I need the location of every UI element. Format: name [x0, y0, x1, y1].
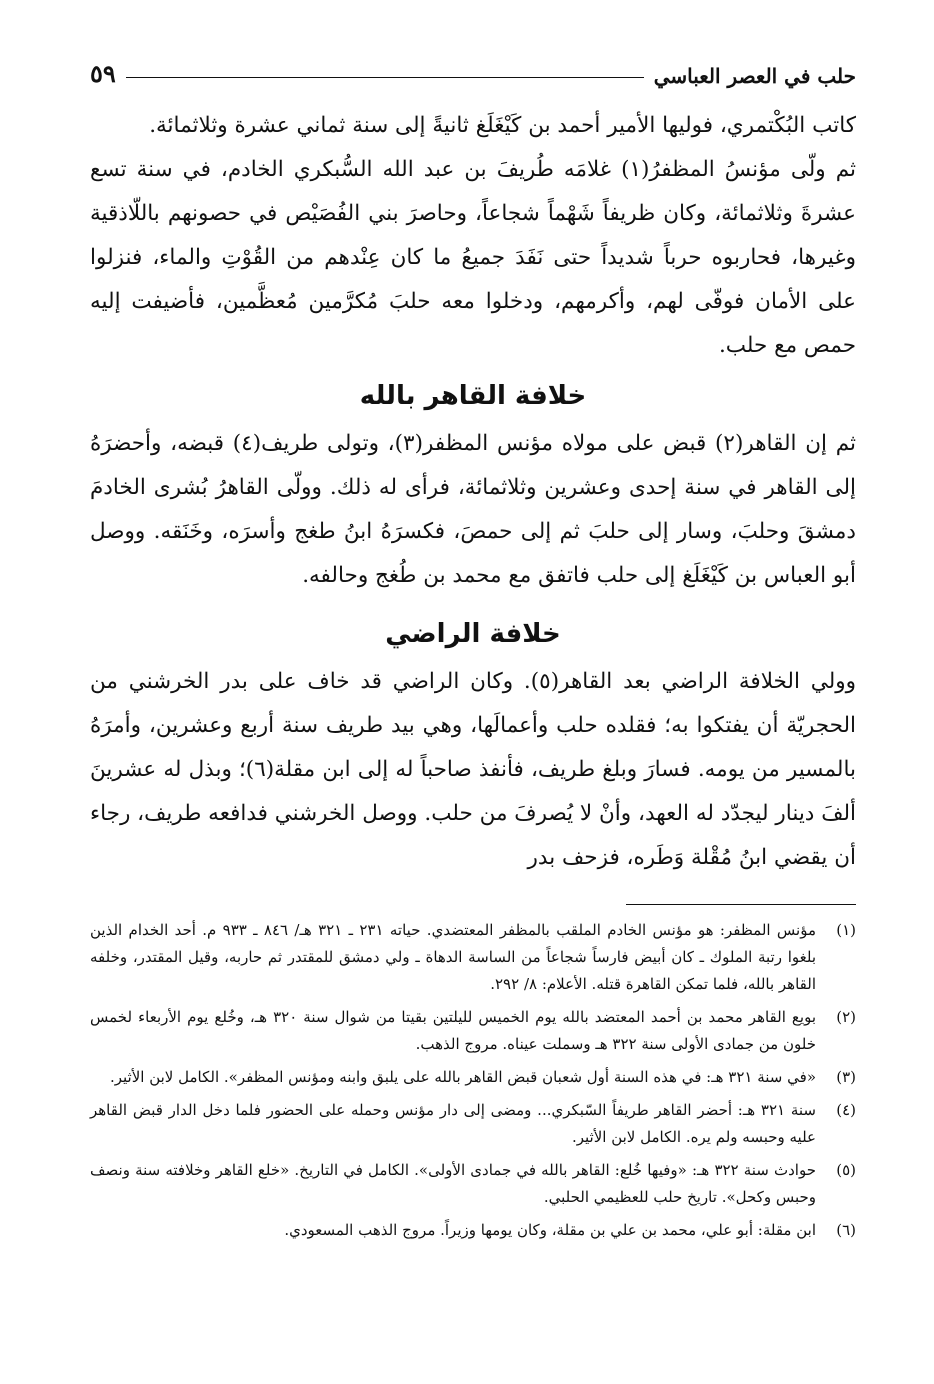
footnotes: [90, 917, 856, 1244]
footnote-text: مؤنس المظفر: هو مؤنس الخادم الملقب بالمظفر المعتضدي. حياته ٢٣١ ـ ٣٢١ هـ/ ٨٤٦ ـ ٩٣٣ م. أحد الخدام الذين بلغوا رتبة الملوك ـ كان أبيض فارساً شجاعاً من الساسة الدهاة ـ ولي دمشق للمقتدر ثم حاربه، وقيل المقتدر، وخلفه القاهر بالله، فلما تمكن القاهرة قتله. الأعلام: ٨/ ٢٩٢.: [90, 921, 816, 993]
footnote-number: (٦): [836, 1221, 856, 1239]
footnote: [90, 917, 856, 998]
footnote-number: (٣): [836, 1068, 856, 1086]
footnote-number: (٢): [836, 1008, 856, 1026]
footnote-number: (٤): [836, 1101, 856, 1119]
footnote: [90, 1217, 856, 1244]
footnote-text: سنة ٣٢١ هـ: أحضر القاهر طريفاً السّبكري... ومضى إلى دار مؤنس وحمله على الحضور فلما دخل الدار قبض القاهر عليه وحبسه ولم يره. الكامل لابن الأثير.: [90, 1101, 816, 1146]
footnote-number: (٥): [836, 1161, 856, 1179]
paragraph-qahir: ثم إن القاهر(٢) قبض على مولاه مؤنس المظفر(٣)، وتولى طريف(٤) قبضه، وأحضرَهُ إلى القاهر في سنة إحدى وعشرين وثلاثمائة، فرأى له ذلك. وولّى القاهرُ بُشرى الخادمَ دمشقَ وحلبَ، وسار إلى حلبَ ثم إلى حمصَ، فكسرَهُ ابنُ طغج وأسرَه، وخَنَقه. ووصل أبو العباس بن كَيْغَلَغ إلى حلب فاتفق مع محمد بن طُغج وحالفه.: [90, 431, 856, 588]
paragraph: ثم ولّى مؤنسُ المظفرُ(١) غلامَه طُريفَ بن عبد الله السُّبكري الخادم، في سنة تسع عشرةَ وثلاثمائة، وكان ظريفاً شَهْماً شجاعاً، وحاصرَ بني الفُصَيْص في حصونهم باللّاذقية وغيرها، فحاربوه حرباً شديداً حتى نَفَدَ جميعُ ما كان عِنْدهم من القُوْتِ والماء، فنزلوا على الأمان فوفّى لهم، وأكرمهم، ودخلوا معه حلبَ مُكرَّمين مُعظَّمين، فأضيفت إليه حمص مع حلب.: [90, 157, 856, 358]
running-title: حلب في العصر العباسي: [653, 64, 856, 88]
section-heading-radi: خلافة الراضي: [385, 619, 561, 649]
footnote: [90, 1157, 856, 1211]
footnote: [90, 1064, 856, 1091]
footnote-separator: [626, 904, 856, 905]
main-text: [90, 104, 856, 880]
paragraph-radi: وولي الخلافة الراضي بعد القاهر(٥). وكان الراضي قد خاف على بدر الخرشني من الحجريّة أن يفتكوا به؛ فقلده حلب وأعمالَها، وهي بيد طريف سنة أربع وعشرين، وأمرَهُ بالمسير من يومه. فسارَ وبلغ طريف، فأنفذ صاحباً له إلى ابن مقلة(٦)؛ وبذل له عشرينَ ألفَ دينار ليجدّد له العهد، وأنْ لا يُصرفَ من حلب. ووصل الخرشني فدافعه طريف، رجاء أن يقضي ابنُ مُقْلة وَطَره، فزحف بدر: [90, 669, 857, 870]
footnote: [90, 1004, 856, 1058]
paragraph: كاتب البُكْتمري، فوليها الأمير أحمد بن كَيْغَلَغ ثانيةً إلى سنة ثماني عشرة وثلاثمائة.: [149, 113, 856, 138]
page-header: [90, 48, 856, 88]
page-number: ٥٩: [90, 59, 116, 88]
footnote-text: «في سنة ٣٢١ هـ: في هذه السنة أول شعبان قبض القاهر بالله على يلبق وابنه ومؤنس المظفر». الكامل لابن الأثير.: [109, 1068, 816, 1086]
footnote: [90, 1097, 856, 1151]
section-heading-qahir: خلافة القاهر بالله: [359, 381, 587, 411]
footnote-text: بويع القاهر محمد بن أحمد المعتضد بالله يوم الخميس لليلتين بقيتا من شوال سنة ٣٢٠ هـ، وخُلع يوم الأربعاء لخمس خلون من جمادى الأولى سنة ٣٢٢ هـ وسملت عيناه. مروج الذهب.: [90, 1008, 816, 1053]
header-rule: [126, 77, 644, 78]
footnote-number: (١): [836, 921, 856, 939]
footnote-text: حوادث سنة ٣٢٢ هـ: «وفيها خُلع: القاهر بالله في جمادى الأولى». الكامل في التاريخ. «خلع القاهر وخلافته سنة ونصف وحبس وكحل». تاريخ حلب للعظيمي الحلبي.: [90, 1161, 816, 1206]
footnote-text: ابن مقلة: أبو علي، محمد بن علي بن مقلة، وكان يومها وزيراً. مروج الذهب المسعودي.: [284, 1221, 816, 1239]
